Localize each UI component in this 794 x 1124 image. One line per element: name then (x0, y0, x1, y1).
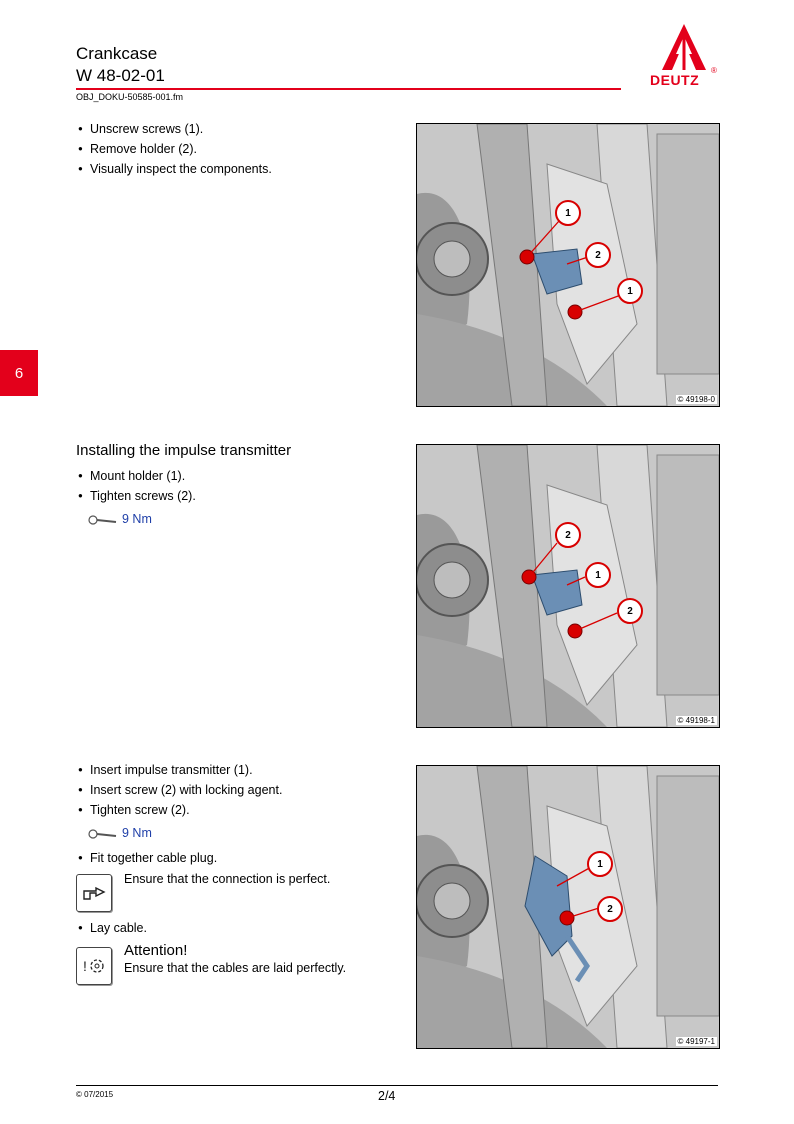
list-item: ● Insert screw (2) with locking agent. (76, 780, 282, 800)
figure-number: © 49198-1 (677, 716, 715, 725)
torque-spec (88, 512, 152, 526)
torque-wrench-icon (88, 514, 118, 526)
callout: 2 (555, 522, 581, 548)
torque-spec (88, 826, 152, 840)
list-item: ● Lay cable. (76, 918, 147, 938)
pointing-hand-icon (82, 883, 106, 903)
list-item: ● Insert impulse transmitter (1). (76, 760, 282, 780)
deutz-brand-text: DEUTZ (650, 72, 700, 88)
engine-illustration-icon (417, 445, 719, 727)
callout: 2 (585, 242, 611, 268)
document-code: W 48-02-01 (76, 66, 165, 85)
note-box (76, 874, 112, 912)
document-id: OBJ_DOKU-50585-001.fm (76, 92, 184, 102)
chapter-tab: 6 (0, 350, 38, 396)
section1-steps (76, 119, 272, 179)
note-text: Ensure that the connection is perfect. (124, 872, 331, 886)
section3-step-lay (76, 918, 147, 938)
torque-value: 9 Nm (122, 826, 152, 840)
deutz-logo-mark-icon (648, 22, 720, 72)
list-item: ● Fit together cable plug. (76, 848, 217, 868)
list-item: ● Unscrew screws (1). (76, 119, 272, 139)
callout: 2 (617, 598, 643, 624)
callout: 1 (585, 562, 611, 588)
callout: 2 (597, 896, 623, 922)
attention-text: Ensure that the cables are laid perfectly. (124, 961, 347, 975)
torque-wrench-icon (88, 828, 118, 840)
header-rule (76, 88, 621, 90)
list-item: ● Visually inspect the components. (76, 159, 272, 179)
page-title: Crankcase (76, 44, 158, 63)
figure-number: © 49197-1 (677, 1037, 715, 1046)
section3-step-plug (76, 848, 217, 868)
section2-steps (76, 466, 196, 506)
list-item: ● Remove holder (2). (76, 139, 272, 159)
callout: 1 (587, 851, 613, 877)
page-number: 2/4 (378, 1089, 396, 1103)
callout: 1 (555, 200, 581, 226)
engine-illustration-icon (417, 766, 719, 1048)
engine-illustration-icon (417, 124, 719, 406)
figure-remove-holder (416, 123, 720, 407)
list-item: ● Tighten screws (2). (76, 486, 196, 506)
section-heading: Installing the impulse transmitter (76, 442, 292, 459)
attention-gear-icon (81, 953, 107, 979)
deutz-logo (648, 22, 720, 92)
attention-box (76, 947, 112, 985)
torque-value: 9 Nm (122, 512, 152, 526)
figure-impulse-transmitter (416, 765, 720, 1049)
footer-rule (76, 1085, 718, 1086)
svg-text:!: ! (83, 958, 87, 974)
figure-mount-holder (416, 444, 720, 728)
section3-steps (76, 760, 282, 820)
list-item: ● Mount holder (1). (76, 466, 196, 486)
footer-date: © 07/2015 (76, 1090, 114, 1099)
figure-number: © 49198-0 (677, 395, 715, 404)
attention-title: Attention! (124, 942, 188, 959)
list-item: ● Tighten screw (2). (76, 800, 282, 820)
callout: 1 (617, 278, 643, 304)
registered-mark: ® (711, 66, 717, 75)
